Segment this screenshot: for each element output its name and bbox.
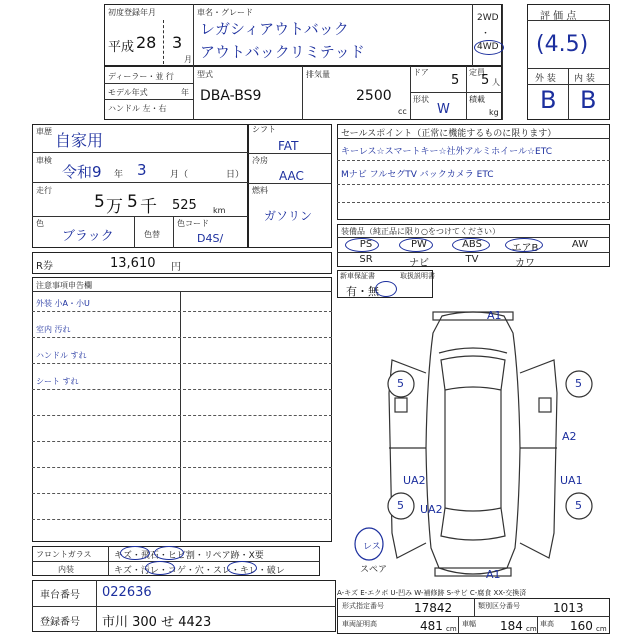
reg-year: 28 xyxy=(136,33,157,52)
equip-airbag: エアB xyxy=(511,243,539,254)
divider xyxy=(337,616,610,617)
interior-dirt-circle xyxy=(145,561,175,575)
car-name-label: 車名・グレード xyxy=(197,8,253,17)
disp-unit: cc xyxy=(398,107,407,116)
note-line-2: 室内 汚れ xyxy=(36,325,71,334)
usage-value: 自家用 xyxy=(55,131,104,150)
score-value: (4.5) xyxy=(536,32,589,57)
damage-legend: A-キズ E-エクボ U-凹み W-補修跡 S-サビ C-腐食 XX-交換済 xyxy=(337,589,527,597)
plate-label: 登録番号 xyxy=(40,617,80,628)
divider xyxy=(108,546,109,576)
equip-airbag-circle xyxy=(505,238,543,252)
fuel-value: ガソリン xyxy=(264,209,313,223)
handle-label: ハンドル 左・右 xyxy=(108,104,167,113)
divider xyxy=(134,216,135,248)
right-mirror xyxy=(539,398,551,412)
mileage-a: 5 xyxy=(94,192,105,212)
note-row-line xyxy=(32,389,332,390)
notes-label: 注意事項申告欄 xyxy=(36,281,92,290)
height-value: 160 xyxy=(570,619,593,633)
width-label: 車幅 xyxy=(462,620,476,628)
divider xyxy=(458,616,459,634)
length-value: 481 xyxy=(420,619,443,633)
note-row-line xyxy=(32,519,332,520)
divider xyxy=(337,184,610,185)
class-no-label: 類別区分番号 xyxy=(478,602,520,610)
divider xyxy=(410,92,502,93)
chassis-value: 022636 xyxy=(102,585,152,600)
divider xyxy=(193,66,194,120)
car-name: レガシィアウトバック xyxy=(200,20,349,38)
int-label: 内 装 xyxy=(574,74,595,84)
r-ken-box xyxy=(32,252,332,274)
height-unit: cm xyxy=(596,625,607,633)
divider xyxy=(337,252,610,253)
front-glass-text: キズ・飛石・ヒビ割・リペア跡・X要 xyxy=(114,551,264,561)
r-value: 13,610 xyxy=(110,256,156,271)
interior-text: キズ・汚レ・コゲ・穴・スレ・キレ・破レ xyxy=(114,566,285,576)
inspect-era: 令和9 xyxy=(62,163,102,181)
note-line-1: 外装 小A・小U xyxy=(36,299,90,308)
interior-label: 内装 xyxy=(58,565,74,574)
door-value: 5 xyxy=(451,73,460,88)
damage-left-ua2: UA2 xyxy=(403,474,426,487)
divider xyxy=(32,606,336,607)
color-label: 色 xyxy=(36,219,44,228)
inspect-month: 3 xyxy=(137,161,147,179)
shape-value: W xyxy=(437,102,450,117)
divider xyxy=(472,4,473,66)
mileage-label: 走行 xyxy=(36,186,52,195)
shift-value: FAT xyxy=(278,139,299,153)
length-unit: cm xyxy=(446,625,457,633)
note-row-line xyxy=(32,493,332,494)
divider xyxy=(502,4,503,120)
note-row-line xyxy=(32,337,332,338)
divider xyxy=(568,68,569,120)
height-label: 車高 xyxy=(540,620,554,628)
equip-abs-circle xyxy=(452,238,490,252)
note-row-line xyxy=(32,363,332,364)
color-code-label: 色コード xyxy=(177,219,209,228)
ac-value: AAC xyxy=(279,169,304,183)
damage-rear-ua2: UA2 xyxy=(420,503,443,516)
warranty-label-2: 取扱説明書 xyxy=(400,272,435,280)
shape-label: 形状 xyxy=(413,95,429,104)
warranty-value: 有・無 xyxy=(346,285,379,298)
int-grade: B xyxy=(580,86,597,114)
damage-right-ua1: UA1 xyxy=(560,474,583,487)
divider xyxy=(173,216,174,248)
note-row-line xyxy=(32,311,332,312)
model-year-unit: 年 xyxy=(181,88,189,97)
equip-navi: ナビ xyxy=(409,258,429,269)
interior-rub-circle xyxy=(227,561,257,575)
month-unit: 月 xyxy=(184,55,192,64)
note-line-3: ハンドル すれ xyxy=(36,351,87,360)
divider xyxy=(527,84,610,85)
divider xyxy=(337,202,610,203)
equip-label: 装備品（純正品に限り○をつけてください） xyxy=(341,227,500,236)
mileage-unit: km xyxy=(213,206,226,215)
ext-grade: B xyxy=(540,86,557,114)
note-row-line xyxy=(32,415,332,416)
tire-fr-value: 5 xyxy=(575,377,582,390)
model-no-value: 17842 xyxy=(414,601,453,615)
score-label: 評 価 点 xyxy=(540,11,577,22)
divider xyxy=(302,66,303,120)
drive-2wd: 2WD xyxy=(477,13,499,23)
front-glass-scratch-circle xyxy=(120,546,150,560)
tire-fl-value: 5 xyxy=(397,377,404,390)
cap-value: 5 xyxy=(481,73,490,88)
right-side xyxy=(520,360,557,558)
chassis-label: 車台番号 xyxy=(40,590,80,601)
reg-month: 3 xyxy=(172,33,183,52)
divider xyxy=(32,152,248,153)
r-unit: 円 xyxy=(171,262,181,273)
r-label: R券 xyxy=(36,261,53,272)
divider xyxy=(32,291,332,292)
divider xyxy=(248,183,332,184)
divider xyxy=(32,561,320,562)
length-label: 車両証明高 xyxy=(342,620,377,628)
divider xyxy=(248,153,332,154)
ext-label: 外 装 xyxy=(535,74,556,84)
ac-label: 冷房 xyxy=(252,156,268,165)
cap-unit: 人 xyxy=(492,78,500,87)
sales-line-2: Mナビ フルセグTV バックカメラ ETC xyxy=(341,170,494,180)
divider xyxy=(96,580,97,632)
mileage-man: 万 xyxy=(106,197,123,217)
disp-value: 2500 xyxy=(356,88,392,104)
equip-pw: PW xyxy=(411,239,427,250)
divider xyxy=(180,291,181,542)
divider xyxy=(537,616,538,634)
divider xyxy=(337,138,610,139)
load-unit: kg xyxy=(489,108,499,117)
tire-rr-value: 5 xyxy=(575,499,582,512)
model-year-label: モデル年式 xyxy=(108,88,148,97)
equip-leather: カワ xyxy=(515,258,535,269)
divider xyxy=(193,4,194,66)
warranty-circle xyxy=(375,281,397,297)
type-value: DBA-BS9 xyxy=(200,88,262,104)
damage-rear-a1: A1 xyxy=(486,568,501,581)
sales-label: セールスポイント（正常に機能するものに限ります） xyxy=(341,129,557,139)
notes-box xyxy=(32,277,332,542)
inspect-year-unit: 年 xyxy=(114,170,124,180)
equip-sr: SR xyxy=(359,254,373,265)
mileage-sen: 千 xyxy=(140,197,157,217)
mileage-b: 5 xyxy=(127,192,138,212)
mileage-c: 525 xyxy=(172,198,197,213)
color-code-value: D4S/ xyxy=(197,232,224,245)
equip-tv: TV xyxy=(465,254,479,265)
front-glass-label: フロントガラス xyxy=(36,550,92,559)
inspect-month-unit: 月（ xyxy=(170,170,189,180)
drive-4wd: 4WD xyxy=(477,42,499,52)
note-line-4: シート すれ xyxy=(36,377,79,386)
tire-rl-value: 5 xyxy=(397,499,404,512)
plate-value: 市川 300 せ 4423 xyxy=(102,615,212,630)
usage-label: 車歴 xyxy=(36,127,52,136)
inspect-label: 車検 xyxy=(36,156,52,165)
hood-line xyxy=(439,348,507,353)
divider xyxy=(466,66,467,120)
first-reg-label: 初度登録年月 xyxy=(108,8,156,17)
warranty-label-1: 新車保証書 xyxy=(340,272,375,280)
equip-ps-circle xyxy=(345,238,379,252)
width-unit: cm xyxy=(526,625,537,633)
car-grade: アウトバックリミテッド xyxy=(200,43,365,61)
divider xyxy=(337,160,610,161)
shift-label: シフト xyxy=(252,125,276,134)
equip-aw: AW xyxy=(571,239,589,250)
disp-label: 排気量 xyxy=(306,70,330,79)
note-row-line xyxy=(32,467,332,468)
left-mirror xyxy=(395,398,407,412)
divider xyxy=(163,20,164,64)
front-glass-chip-circle xyxy=(154,546,184,560)
windshield xyxy=(441,356,505,390)
equip-ps: PS xyxy=(359,239,373,250)
damage-right-a2: A2 xyxy=(562,430,577,443)
spare-label: スペア xyxy=(360,565,388,575)
fuel-label: 燃料 xyxy=(252,186,268,195)
divider xyxy=(527,20,610,21)
dealer-label: ディーラー・並 行 xyxy=(108,72,174,81)
type-label: 型式 xyxy=(197,70,213,79)
cap-label: 定員 xyxy=(469,68,485,77)
sales-line-1: キーレス☆スマートキー☆社外アルミホイール☆ETC xyxy=(341,147,552,157)
car-outline xyxy=(426,312,520,574)
divider xyxy=(104,83,193,84)
model-no-label: 形式指定番号 xyxy=(342,602,384,610)
era-text: 平成 xyxy=(108,40,135,55)
divider xyxy=(32,182,248,183)
divider xyxy=(32,216,248,217)
door-label: ドア xyxy=(413,68,429,77)
divider xyxy=(474,598,475,616)
inspect-day-unit: 日） xyxy=(226,170,245,180)
class-no-value: 1013 xyxy=(553,601,584,615)
equip-abs: ABS xyxy=(462,239,482,250)
spare-note: レス xyxy=(363,542,381,552)
divider xyxy=(410,66,411,120)
load-label: 積載 xyxy=(469,95,485,104)
width-value: 184 xyxy=(500,619,523,633)
color-change-label: 色替 xyxy=(144,230,160,239)
damage-front-a1: A1 xyxy=(487,309,502,322)
equip-pw-circle xyxy=(399,238,433,252)
divider xyxy=(104,99,193,100)
color-value: ブラック xyxy=(62,229,114,244)
rear-window xyxy=(441,508,505,540)
note-row-line xyxy=(32,441,332,442)
drive-dot: ・ xyxy=(481,29,491,39)
